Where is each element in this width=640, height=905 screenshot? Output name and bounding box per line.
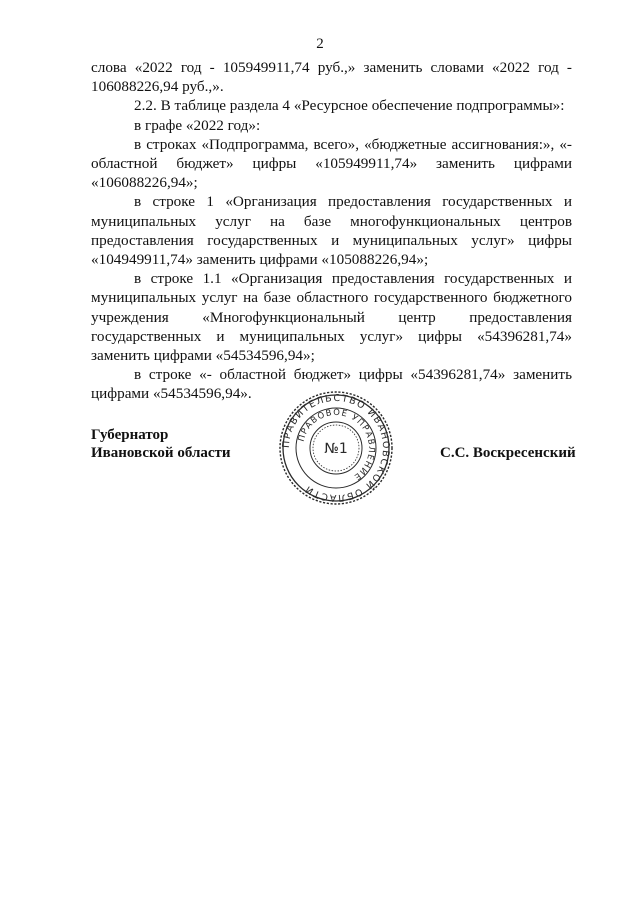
seal-number: №1 [324,441,348,457]
paragraph-6: в строке 1.1 «Организация предоставления государственных и муниципальных услуг на базе областного государственного бюджетного учреждения «Многофункциональный центр предоставления государственных и муниципальных услуг» цифры «54396281,74» заменить цифрами «54534596,94»; [91,270,572,365]
signer-name: С.С. Воскресенский [440,445,576,461]
seal-outer-text: ПРАВИТЕЛЬСТВО ИВАНОВСКОЙ ОБЛАСТИ [280,392,392,504]
signatory-title-line1: Губернатор [91,427,169,443]
page-number: 2 [316,36,324,52]
seal-graphic [278,390,394,506]
signatory-title-line2: Ивановской области [91,445,231,461]
paragraph-4: в строках «Подпрограмма, всего», «бюджетные ассигнования:», «- областной бюджет» цифры «105949911,74» заменить цифрами «106088226,94»; [91,135,572,192]
official-seal [278,390,394,506]
paragraph-3: в графе «2022 год»: [134,116,261,134]
paragraph-1: слова «2022 год - 105949911,74 руб.,» заменить словами «2022 год - 106088226,94 руб.,». [91,59,572,96]
paragraph-5: в строке 1 «Организация предоставления государственных и муниципальных услуг на базе многофункциональных центров предоставления государственных и муниципальных услуг» цифры «104949911,74» заменить цифрами «105088226,94»; [91,193,572,269]
paragraph-7: в строке «- областной бюджет» цифры «54396281,74» заменить цифрами «54534596,94». [91,366,572,403]
seal-inner-text: ПРАВОВОЕ УПРАВЛЕНИЕ [296,407,377,483]
signatory-title [91,426,231,462]
paragraph-2: 2.2. В таблице раздела 4 «Ресурсное обеспечение подпрограммы»: [134,97,565,115]
document-body [91,58,572,404]
